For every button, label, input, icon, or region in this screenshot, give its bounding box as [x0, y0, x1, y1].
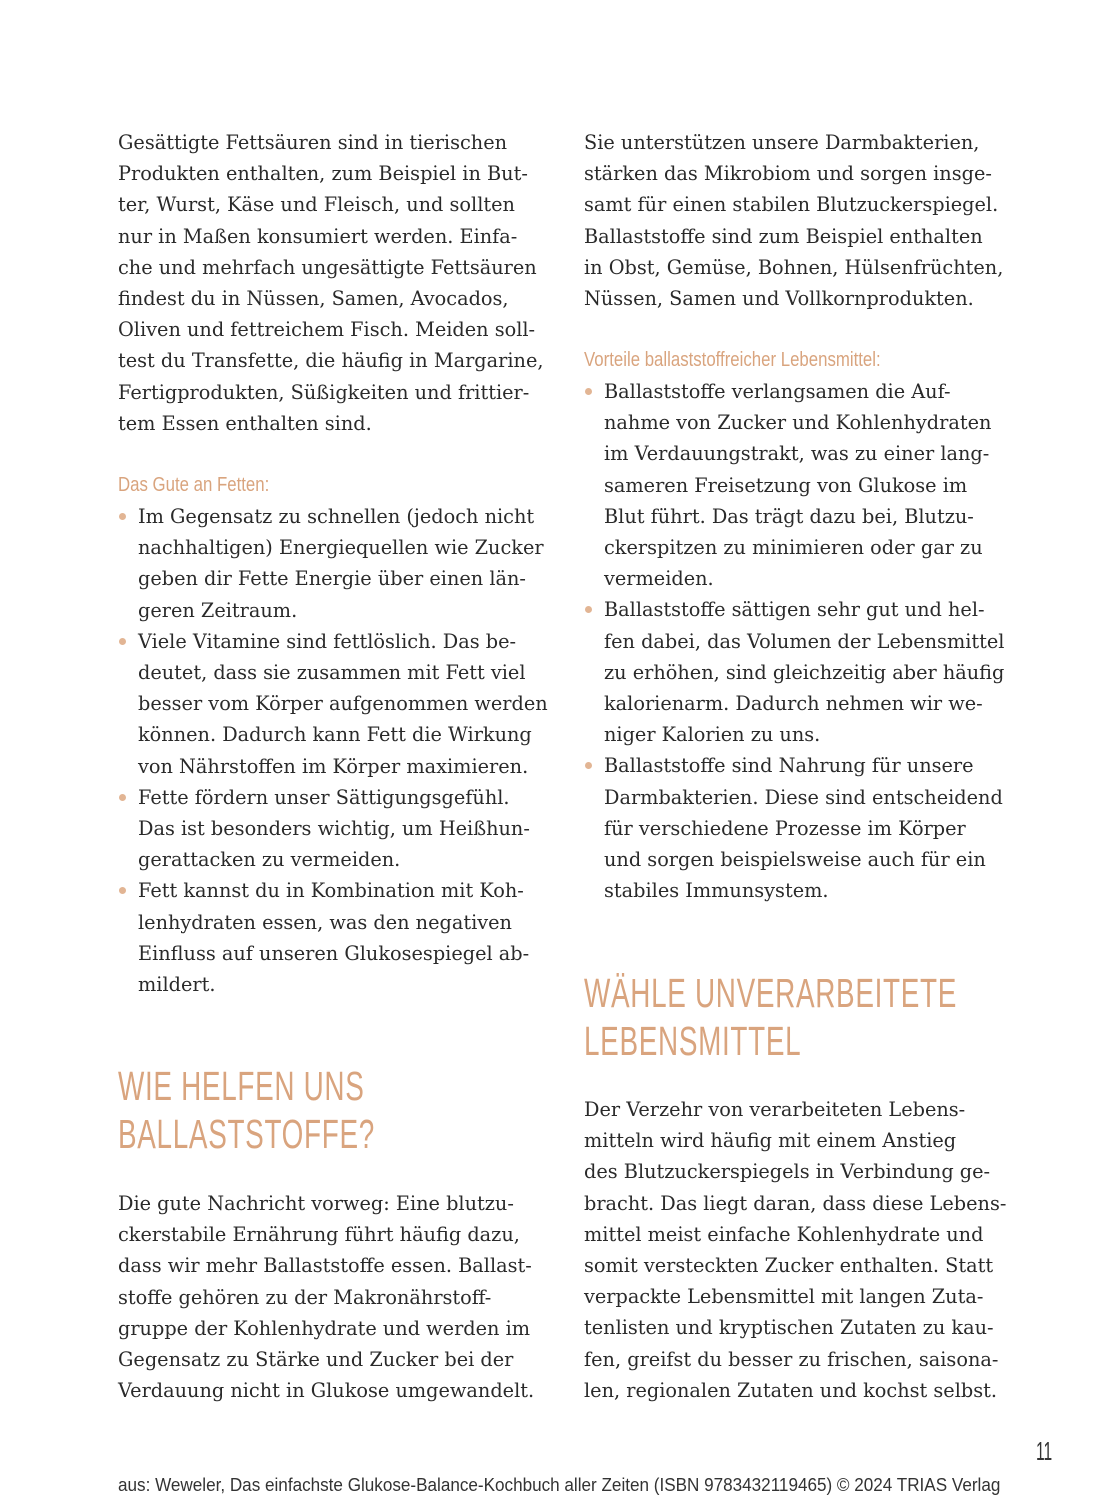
text-line: vermeiden.: [604, 567, 714, 591]
text-line: Fertigprodukten, Süßigkeiten und frittier-: [118, 380, 530, 404]
right-section-heading: [584, 969, 957, 1065]
text-line: Darmbakterien. Diese sind entscheidend: [604, 785, 1003, 809]
text-line: nachhaltigen) Energiequellen wie Zucker: [138, 536, 544, 560]
text-line: gruppe der Kohlenhydrate und werden im: [118, 1316, 531, 1340]
text-line: Oliven und fettreichem Fisch. Meiden soll-: [118, 318, 536, 342]
heading-line: BALLASTSTOFFE?: [118, 1111, 375, 1157]
text-line: im Verdauungstrakt, was zu einer lang-: [604, 442, 990, 466]
text-line: ckerspitzen zu minimieren oder gar zu: [604, 536, 983, 560]
text-line: fen, greifst du besser zu frischen, saisona-: [584, 1347, 999, 1371]
bullet-item: [118, 782, 568, 876]
text-line: Fette fördern unser Sättigungsgefühl.: [138, 785, 510, 809]
text-line: gerattacken zu vermeiden.: [138, 848, 401, 872]
text-line: verpackte Lebensmittel mit langen Zuta-: [584, 1285, 984, 1309]
left-paragraph-2: [118, 1188, 568, 1406]
right-paragraph-2: [584, 1094, 1034, 1406]
text-line: nahme von Zucker und Kohlenhydraten: [604, 411, 992, 435]
text-line: stärken das Mikrobiom und sorgen insge-: [584, 162, 992, 186]
text-line: Blut führt. Das trägt dazu bei, Blutzu-: [604, 504, 974, 528]
text-line: Das ist besonders wichtig, um Heißhun-: [138, 817, 530, 841]
text-line: Sie unterstützen unsere Darmbakterien,: [584, 131, 980, 154]
text-line: ckerstabile Ernährung führt häufig dazu,: [118, 1223, 520, 1247]
text-line: in Obst, Gemüse, Bohnen, Hülsenfrüchten,: [584, 255, 1004, 279]
text-line: und sorgen beispielsweise auch für ein: [604, 848, 986, 872]
text-line: besser vom Körper aufgenommen werden: [138, 692, 548, 716]
text-line: Fett kannst du in Kombination mit Koh-: [138, 879, 524, 903]
heading-line: WÄHLE UNVERARBEITETE: [584, 970, 958, 1016]
text-line: len, regionalen Zutaten und kochst selbst.: [584, 1378, 997, 1402]
text-line: mildert.: [138, 973, 216, 997]
text-line: Nüssen, Samen und Vollkornprodukten.: [584, 287, 974, 311]
bullet-item: [118, 501, 568, 626]
left-bullet-list: [118, 501, 568, 1000]
heading-line: LEBENSMITTEL: [584, 1018, 802, 1064]
bullet-item: [584, 376, 1034, 594]
text-line: von Nährstoffen im Körper maximieren.: [138, 754, 529, 778]
heading-line: WIE HELFEN UNS: [118, 1063, 365, 1109]
text-line: für verschiedene Prozesse im Körper: [604, 816, 966, 840]
text-line: Ballaststoffe sättigen sehr gut und hel-: [604, 598, 985, 622]
text-line: test du Transfette, die häufig in Margarine,: [118, 349, 544, 373]
text-line: Verdauung nicht in Glukose umgewandelt.: [118, 1379, 535, 1403]
text-line: Ballaststoffe sind zum Beispiel enthalten: [584, 224, 983, 248]
right-subheading: Vorteile ballaststoffreicher Lebensmittel:: [584, 349, 881, 371]
text-line: zu erhöhen, sind gleichzeitig aber häufig: [604, 660, 1005, 684]
right-intro-paragraph: [584, 127, 1034, 314]
text-line: tem Essen enthalten sind.: [118, 411, 372, 435]
text-line: samt für einen stabilen Blutzuckerspiegel.: [584, 193, 999, 217]
text-line: Gesättigte Fettsäuren sind in tierischen: [118, 131, 508, 154]
text-line: stabiles Immunsystem.: [604, 879, 829, 903]
text-line: somit versteckten Zucker enthalten. Statt: [584, 1254, 994, 1278]
text-line: Einfluss auf unseren Glukosespiegel ab-: [138, 941, 530, 965]
text-line: ter, Wurst, Käse und Fleisch, und sollten: [118, 193, 515, 217]
left-subheading: Das Gute an Fetten:: [118, 474, 270, 496]
text-line: Im Gegensatz zu schnellen (jedoch nicht: [138, 505, 535, 528]
text-line: deutet, dass sie zusammen mit Fett viel: [138, 661, 526, 685]
bullet-item: [118, 875, 568, 1000]
footer-citation: aus: Weweler, Das einfachste Glukose-Balance-Kochbuch aller Zeiten (ISBN 9783432119465) © 2024 TRIAS Verlag: [118, 1475, 1001, 1495]
text-line: Viele Vitamine sind fettlöslich. Das be-: [138, 629, 516, 653]
text-line: fen dabei, das Volumen der Lebensmittel: [604, 629, 1005, 653]
text-line: tenlisten und kryptischen Zutaten zu kau-: [584, 1316, 994, 1340]
text-line: kalorienarm. Dadurch nehmen wir we-: [604, 692, 983, 716]
text-line: Der Verzehr von verarbeiteten Lebens-: [584, 1098, 966, 1121]
text-line: Ballaststoffe verlangsamen die Auf-: [604, 380, 951, 403]
text-line: findest du in Nüssen, Samen, Avocados,: [118, 287, 509, 311]
right-bullet-list: [584, 376, 1034, 906]
text-line: che und mehrfach ungesättigte Fettsäuren: [118, 255, 537, 279]
text-line: nur in Maßen konsumiert werden. Einfa-: [118, 224, 518, 248]
text-line: niger Kalorien zu uns.: [604, 723, 821, 747]
bullet-item: [584, 594, 1034, 750]
text-line: bracht. Das liegt daran, dass diese Lebens-: [584, 1191, 1007, 1215]
bullet-item: [584, 750, 1034, 906]
text-line: geren Zeitraum.: [138, 598, 298, 622]
text-line: sameren Freisetzung von Glukose im: [604, 473, 968, 497]
text-line: geben dir Fette Energie über einen län-: [138, 567, 526, 591]
text-line: mitteln wird häufig mit einem Anstieg: [584, 1129, 957, 1153]
text-line: lenhydraten essen, was den negativen: [138, 910, 512, 934]
text-line: des Blutzuckerspiegels in Verbindung ge-: [584, 1160, 991, 1184]
text-line: Gegensatz zu Stärke und Zucker bei der: [118, 1348, 514, 1372]
left-intro-paragraph: [118, 127, 568, 439]
left-section-heading: [118, 1062, 375, 1158]
text-line: Die gute Nachricht vorweg: Eine blutzu-: [118, 1192, 514, 1215]
text-line: dass wir mehr Ballaststoffe essen. Ballast-: [118, 1254, 532, 1278]
bullet-item: [118, 626, 568, 782]
text-line: mittel meist einfache Kohlenhydrate und: [584, 1222, 984, 1246]
text-line: stoffe gehören zu der Makronährstoff-: [118, 1285, 492, 1309]
text-line: können. Dadurch kann Fett die Wirkung: [138, 723, 532, 747]
text-line: Produkten enthalten, zum Beispiel in But-: [118, 162, 528, 186]
text-line: Ballaststoffe sind Nahrung für unsere: [604, 754, 974, 778]
page-number: 11: [1036, 1436, 1053, 1466]
